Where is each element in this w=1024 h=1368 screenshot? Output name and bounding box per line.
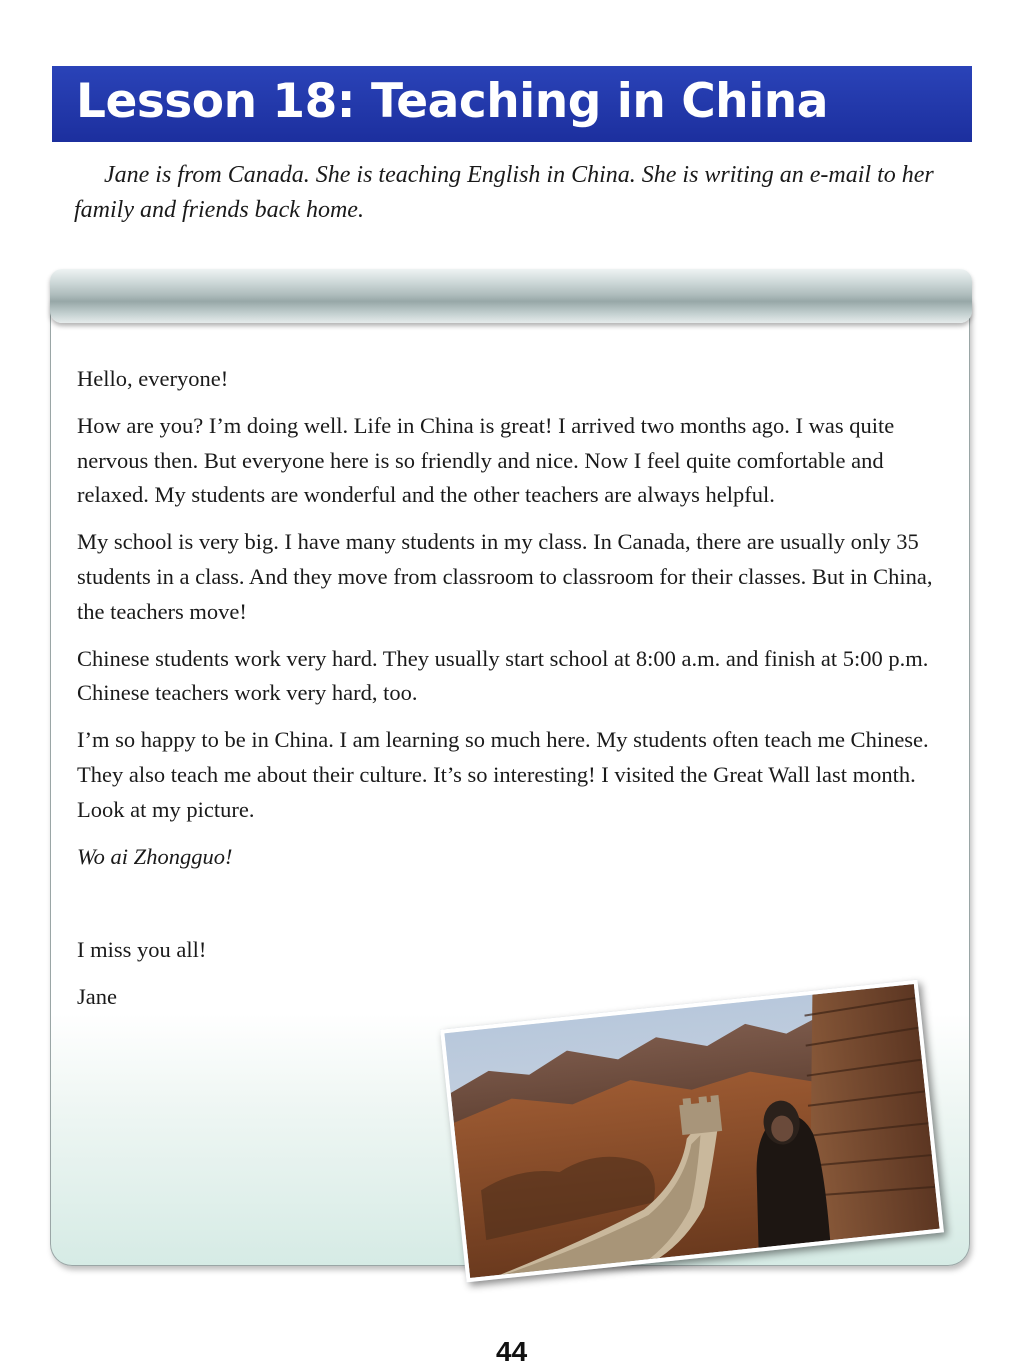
email-signature: Jane	[77, 984, 117, 1010]
email-chinese-phrase: Wo ai Zhongguo!	[77, 843, 233, 869]
lesson-title: Lesson 18: Teaching in China	[76, 74, 828, 129]
great-wall-photo	[440, 980, 944, 1283]
email-greeting: Hello, everyone!	[77, 366, 229, 391]
email-paragraph: Chinese students work very hard. They usually start school at 8:00 a.m. and finish at 5:00 p.m. Chinese teachers work very hard, too.	[77, 645, 929, 706]
email-body	[77, 362, 937, 1027]
email-card-header-bar	[50, 269, 972, 323]
page-number: 44	[496, 1336, 528, 1367]
email-paragraph: My school is very big. I have many students in my class. In Canada, there are usually only 35 students in a class. And they move from classroom to classroom for their classes. But in China, the teachers move!	[77, 529, 933, 624]
email-paragraph: How are you? I’m doing well. Life in China is great! I arrived two months ago. I was quite nervous then. But everyone here is so friendly and nice. Now I feel quite comfortable and relaxed. My students are wonderful and the other teachers are always helpful.	[77, 412, 895, 508]
lesson-intro: Jane is from Canada. She is teaching English in China. She is writing an e-mail to her family and friends back home.	[74, 162, 934, 223]
email-paragraph: I’m so happy to be in China. I am learning so much here. My students often teach me Chinese. They also teach me about their culture. It’s so interesting! I visited the Great Wall last month. Look at my picture.	[77, 727, 929, 822]
lesson-title-bar	[52, 66, 972, 142]
email-closing: I miss you all!	[77, 937, 207, 963]
